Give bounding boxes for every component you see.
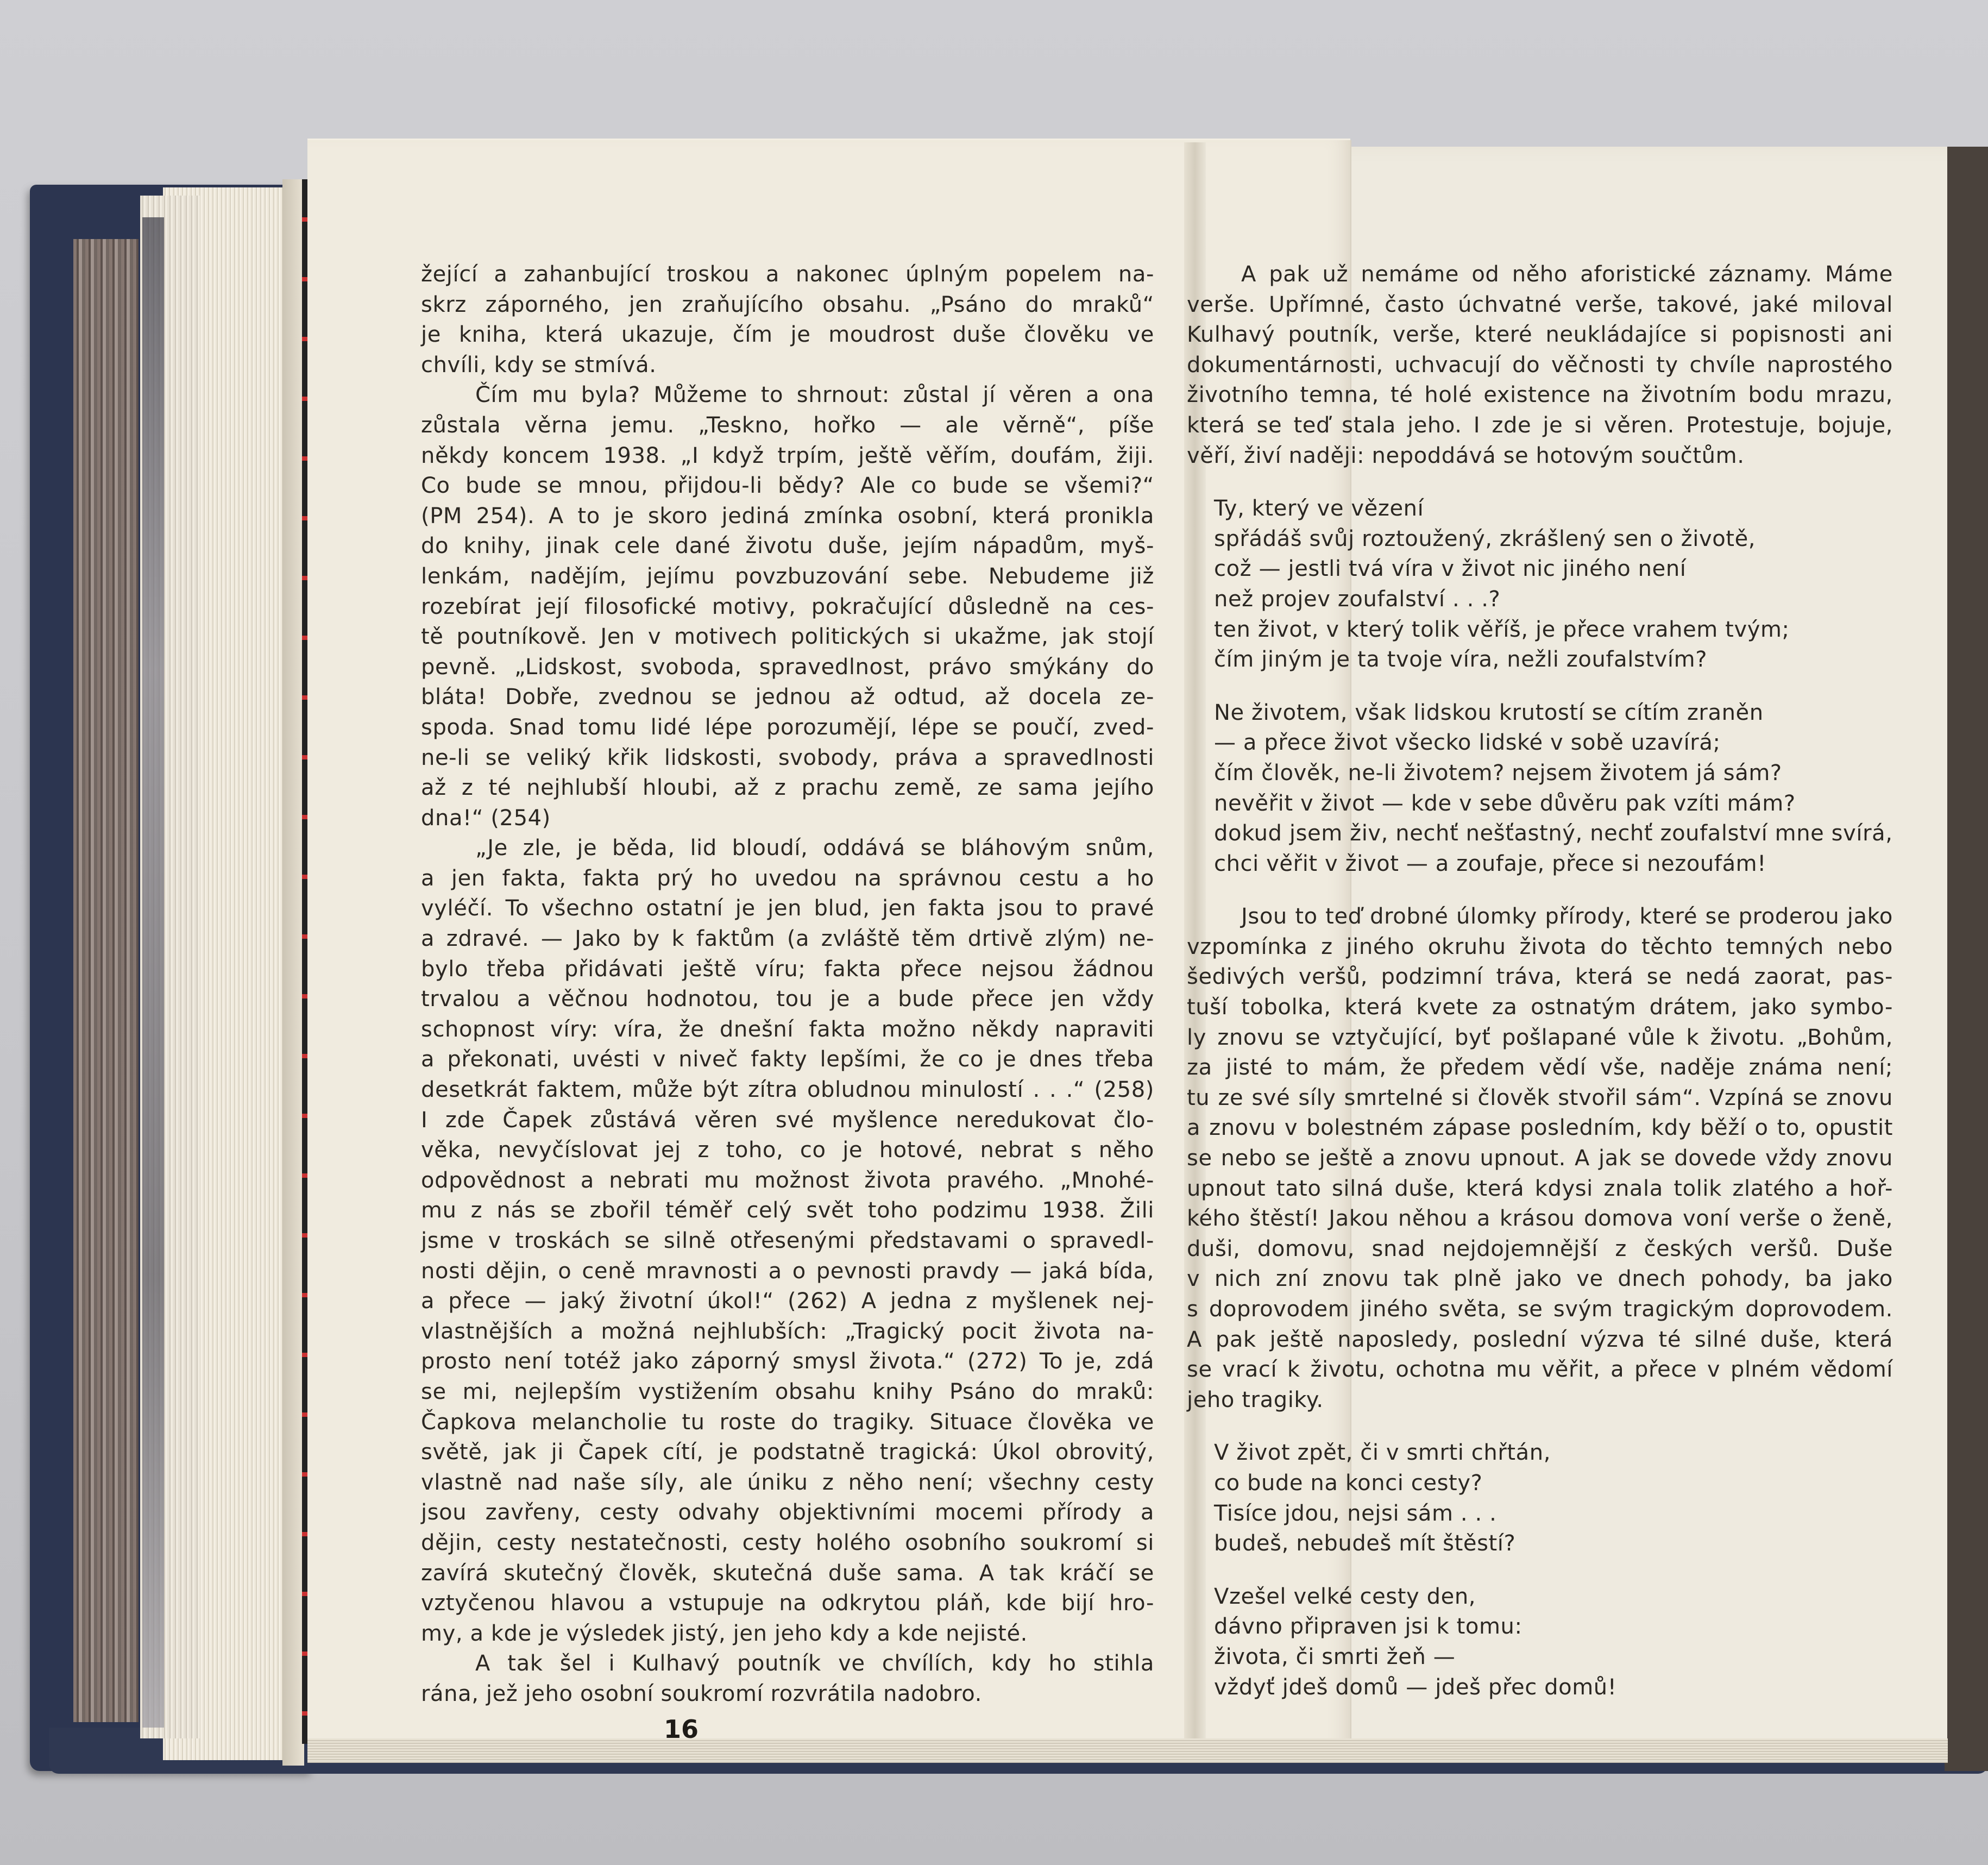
verse-stanza — [1187, 675, 1893, 880]
text-line: jeho tragiky. — [1187, 1387, 1324, 1412]
text-line: je kniha, která ukazuje, čím je moudrost duše člověku ve — [421, 322, 1154, 348]
text-line: Čapkova melancholie tu roste do tragiky. Situace člověka ve — [421, 1409, 1154, 1435]
text-line: dokud jsem živ, nechť nešťastný, nechť zoufalství mne svírá, — [1214, 821, 1893, 846]
text-line: dokumentárnosti, uchvacují do věčnosti ty chvíle naprostého — [1187, 352, 1893, 378]
stanza-gap — [1214, 1415, 1893, 1438]
text-line: a jen fakta, fakta prý ho uvedou na správnou cestu a ho — [421, 865, 1154, 891]
text-line: Ne životem, však lidskou krutostí se cítím zraněn — [1214, 700, 1764, 725]
text-line: a zdravé. — Jako by k faktům (a zvláště těm drtivě zlým) ne- — [421, 926, 1154, 952]
text-line: Kulhavý poutník, verše, které neukládajíce si popisnosti ani — [1187, 322, 1893, 348]
text-line: trvalou a věčnou hodnotou, tou je a bude přece jen vždy — [421, 987, 1154, 1012]
text-line: bláta! Dobře, zvednou se jednou až odtud, až docela ze- — [421, 685, 1154, 710]
text-line: dávno připraven jsi k tomu: — [1214, 1614, 1523, 1640]
text-line: skrz záporného, jen zraňujícího obsahu. „Psáno do mraků“ — [421, 292, 1154, 317]
text-line: Co bude se mnou, přijdou-li bědy? Ale co bude se všemi?“ — [421, 473, 1154, 499]
paragraph — [1187, 879, 1893, 1415]
text-line: chci věřit v život — a zoufaje, přece si nezoufám! — [1214, 851, 1766, 876]
text-line: Ty, který ve vězení — [1214, 496, 1424, 522]
text-line: šedivých veršů, podzimní tráva, která se nedá zaorat, pas- — [1187, 964, 1893, 990]
text-line: Vzešel velké cesty den, — [1214, 1584, 1476, 1609]
text-line: v nich zní znovu tak plně jako ve dnech pohody, ba jako — [1187, 1266, 1893, 1292]
text-line: vlastně nad naše síly, ale úniku z něho není; všechny cesty — [421, 1470, 1154, 1495]
text-line: věří, živí naději: nepoddává se hotovým součtům. — [1187, 443, 1745, 468]
text-line: vždyť jdeš domů — jdeš přec domů! — [1214, 1674, 1617, 1700]
text-line: prosto není totéž jako záporný smysl života.“ (272) To je, zdá — [421, 1349, 1154, 1374]
text-line: někdy koncem 1938. „I když trpím, ještě věřím, doufám, žiji. — [421, 443, 1154, 468]
text-line: I zde Čapek zůstává věren své myšlence neredukovat člo- — [421, 1107, 1154, 1133]
text-line: Jsou to teď drobné úlomky přírody, které se proderou jako — [1241, 904, 1893, 930]
text-line: A tak šel i Kulhavý poutník ve chvílích, kdy ho stihla — [475, 1651, 1154, 1676]
text-line: dna!“ (254) — [421, 805, 551, 831]
paragraph — [421, 1649, 1154, 1709]
text-line: se mi, nejlepším vystižením obsahu knihy Psáno do mraků: — [421, 1379, 1154, 1404]
text-line: co bude na konci cesty? — [1214, 1470, 1483, 1496]
text-line: vyléčí. To všechno ostatní je jen blud, jen fakta jsou to pravé — [421, 896, 1154, 921]
text-line: se nebo se ještě a znovu upnout. A jak se dovede vždy znovu — [1187, 1146, 1893, 1171]
text-line: ly znovu se vztyčující, byť pošlapané vůle k životu. „Bohům, — [1187, 1025, 1893, 1050]
text-line: která se teď stala jeho. I zde je si věren. Protestuje, bojuje, — [1187, 412, 1893, 438]
text-line: spoda. Snad tomu lidé lépe porozumějí, lépe se poučí, zved- — [421, 714, 1154, 740]
text-line: vzpomínka z jiného okruhu života do těchto temných nebo — [1187, 934, 1893, 959]
text-line: bylo třeba přidávati ještě víru; fakta přece nejsou žádnou — [421, 956, 1154, 982]
text-line: pevně. „Lidskost, svoboda, spravedlnost, právo smýkány do — [421, 654, 1154, 680]
bookmark-ribbon — [302, 179, 307, 1744]
paragraph — [1187, 260, 1893, 471]
text-line: vlastnějších a možná nejhlubších: „Tragický pocit života na- — [421, 1318, 1154, 1344]
text-line: chvíli, kdy se stmívá. — [421, 352, 657, 378]
text-line: tuší tobolka, která kvete za ostnatým drátem, jako symbo- — [1187, 995, 1893, 1020]
text-line: Čím mu byla? Můžeme to shrnout: zůstal jí věren a ona — [475, 382, 1154, 408]
text-line: mu z nás se zbořil téměř celý svět toho podzimu 1938. Žili — [421, 1198, 1154, 1223]
page-number: 16 — [664, 1715, 699, 1744]
text-line: s doprovodem jiného světa, se svým tragickým doprovodem. — [1187, 1297, 1893, 1322]
text-line: žející a zahanbující troskou a nakonec úplným popelem na- — [421, 262, 1154, 287]
text-line: duši, domovu, snad nejdojemnější z českých veršů. Duše — [1187, 1236, 1893, 1261]
page-stack-shadow — [282, 179, 304, 1766]
paragraph — [421, 380, 1154, 833]
text-line: čím člověk, ne-li životem? nejsem životem já sám? — [1214, 760, 1782, 786]
text-line: jsme v troskách se silně otřesenými představami o spravedl- — [421, 1228, 1154, 1253]
text-line: a přece — jaký životní úkol!“ (262) A jedna z myšlenek nej- — [421, 1289, 1154, 1314]
text-line: světě, jak ji Čapek cítí, je podstatně tragická: Úkol obrovitý, — [421, 1440, 1154, 1465]
paragraph — [421, 833, 1154, 1649]
text-line: zavírá skutečný člověk, skutečná duše sama. A tak kráčí se — [421, 1560, 1154, 1586]
text-line: ten život, v který tolik věříš, je přece vrahem tvým; — [1214, 617, 1790, 642]
page-bottom-edge — [307, 1738, 1948, 1763]
text-line: což — jestli tvá víra v život nic jiného není — [1214, 556, 1687, 582]
paragraph-gap — [1187, 879, 1893, 902]
text-line: a překonati, uvésti v niveč fakty lepšími, že co je dnes třeba — [421, 1047, 1154, 1072]
text-line: nosti dějin, o ceně mravnosti a o pevnosti pravdy — jaká bída, — [421, 1258, 1154, 1284]
photo-insert-edge — [73, 239, 139, 1722]
text-line: spřádáš svůj roztoužený, zkrášlený sen o životě, — [1214, 526, 1756, 551]
book-cover-right — [1945, 147, 1988, 1771]
text-line: nevěřit v život — kde v sebe důvěru pak vzíti mám? — [1214, 790, 1796, 816]
right-page-text — [1187, 260, 1893, 1703]
verse-stanza — [1187, 1559, 1893, 1703]
text-line: A pak už nemáme od něho aforistické záznamy. Máme — [1241, 262, 1893, 287]
text-line: tu ze své síly smrtelné si člověk stvořil sám“. Vzpíná se znovu — [1187, 1085, 1893, 1110]
text-line: než projev zoufalství . . .? — [1214, 586, 1501, 612]
text-line: tě poutníkově. Jen v motivech politických si ukažme, jak stojí — [421, 624, 1154, 650]
text-line: schopnost víry: víra, že dnešní fakta možno někdy napraviti — [421, 1016, 1154, 1042]
stanza-gap — [1214, 471, 1893, 494]
text-line: upnout tato silná duše, která kdysi znala tolik zlatého a hoř- — [1187, 1176, 1893, 1201]
paragraph — [421, 260, 1154, 380]
text-line: ne-li se veliký křik lidskosti, svobody, práva a spravedlnosti — [421, 745, 1154, 770]
text-line: vztyčenou hlavou a vstupuje na odkrytou pláň, kde bijí hro- — [421, 1591, 1154, 1616]
text-line: do knihy, jinak cele dané životu duše, jejím nápadům, myš- — [421, 533, 1154, 559]
text-line: až z té nejhlubší hloubi, až z prachu země, ze sama jejího — [421, 775, 1154, 801]
text-line: životního temna, té holé existence na životním bodu mrazu, — [1187, 382, 1893, 408]
text-line: V život zpět, či v smrti chřtán, — [1214, 1440, 1551, 1466]
text-line: a znovu v bolestném zápase posledním, kdy běží o to, opustit — [1187, 1115, 1893, 1141]
stanza-gap — [1214, 1559, 1893, 1582]
text-line: za jisté to mám, že předem vědí vše, naděje známa není; — [1187, 1055, 1893, 1081]
text-line: kého štěstí! Jakou něhou a krásou domova voní verše o ženě, — [1187, 1206, 1893, 1232]
text-line: „Je zle, je běda, lid bloudí, oddává se bláhovým snům, — [475, 836, 1154, 861]
text-line: čím jiným je ta tvoje víra, nežli zoufalstvím? — [1214, 647, 1708, 673]
left-page-text — [421, 260, 1154, 1710]
text-line: odpovědnost a nebrati mu možnost života pravého. „Mnohé- — [421, 1167, 1154, 1193]
verse-stanza — [1187, 1415, 1893, 1559]
text-line: se vrací k životu, ochotna mu věřit, a přece v plném vědomí — [1187, 1357, 1893, 1383]
text-line: věka, nevyčíslovat jej z toho, co je hotové, nebrat s něho — [421, 1138, 1154, 1163]
text-line: my, a kde je výsledek jistý, jen jeho kdy a kde nejisté. — [421, 1621, 1028, 1646]
text-line: života, či smrti žeň — — [1214, 1644, 1456, 1669]
text-line: jsou zavřeny, cesty odvahy objektivními mocemi přírody a — [421, 1500, 1154, 1525]
text-line: — a přece život všecko lidské v sobě uzavírá; — [1214, 730, 1721, 756]
text-line: budeš, nebudeš mít štěstí? — [1214, 1531, 1516, 1556]
inserted-strip — [142, 217, 164, 1728]
text-line: A pak ještě naposledy, poslední výzva té silné duše, která — [1187, 1327, 1893, 1352]
text-line: (PM 254). A to je skoro jediná zmínka osobní, která pronikla — [421, 503, 1154, 529]
verse-stanza — [1187, 471, 1893, 675]
text-line: verše. Upřímné, často úchvatné verše, takové, jaké miloval — [1187, 292, 1893, 317]
text-line: rána, jež jeho osobní soukromí rozvrátila nadobro. — [421, 1681, 982, 1706]
text-line: rozebírat její filosofické motivy, pokračující důsledně na ces- — [421, 594, 1154, 619]
text-line: zůstala věrna jemu. „Teskno, hořko — ale věrně“, píše — [421, 412, 1154, 438]
text-line: desetkrát faktem, může být zítra obludnou minulostí . . .“ (258) — [421, 1077, 1154, 1103]
text-line: Tisíce jdou, nejsi sám . . . — [1214, 1500, 1497, 1526]
text-line: dějin, cesty nestatečnosti, cesty holého osobního soukromí si — [421, 1530, 1154, 1555]
stanza-gap — [1214, 675, 1893, 698]
text-line: lenkám, nadějím, jejímu povzbuzování sebe. Nebudeme již — [421, 563, 1154, 589]
